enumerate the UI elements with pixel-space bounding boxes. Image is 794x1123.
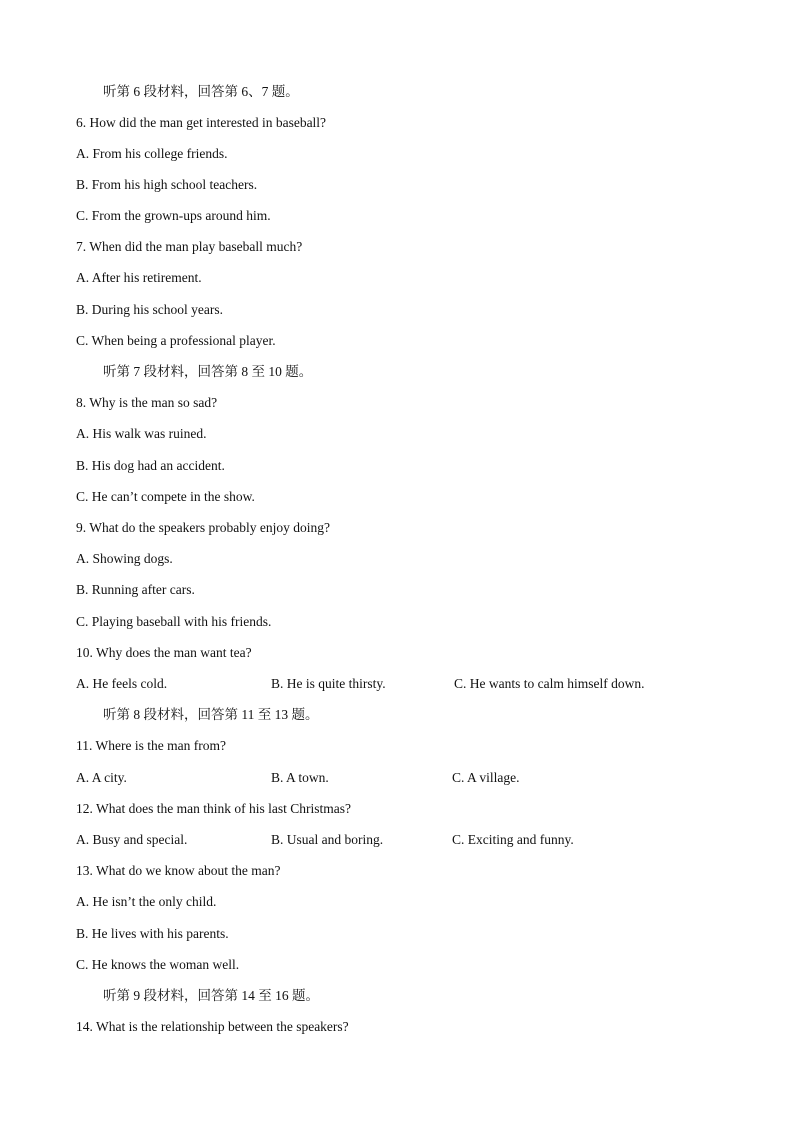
question-8: 8. Why is the man so sad?: [76, 395, 218, 410]
question-10-option-c: C. He wants to calm himself down.: [454, 676, 645, 691]
question-9: 9. What do the speakers probably enjoy doing?: [76, 520, 330, 535]
question-10: 10. Why does the man want tea?: [76, 645, 252, 660]
question-7-option-a: A. After his retirement.: [76, 270, 202, 285]
question-11-option-c: C. A village.: [452, 770, 520, 785]
question-11: 11. Where is the man from?: [76, 738, 226, 753]
question-9-option-b: B. Running after cars.: [76, 582, 195, 597]
question-13-option-c: C. He knows the woman well.: [76, 957, 240, 972]
question-8-option-a: A. His walk was ruined.: [76, 426, 207, 441]
question-11-option-a: A. A city.: [76, 770, 127, 785]
section-heading-6: 听第 6 段材料，回答第 6、7 题。: [103, 84, 299, 99]
question-9-option-c: C. Playing baseball with his friends.: [76, 614, 272, 629]
question-6-option-b: B. From his high school teachers.: [76, 177, 258, 192]
section-heading-9: 听第 9 段材料，回答第 14 至 16 题。: [103, 988, 319, 1003]
section-heading-8: 听第 8 段材料，回答第 11 至 13 题。: [103, 707, 319, 722]
question-12-option-a: A. Busy and special.: [76, 832, 188, 847]
question-6: 6. How did the man get interested in baseball?: [76, 115, 327, 130]
question-12-option-c: C. Exciting and funny.: [452, 832, 574, 847]
question-7: 7. When did the man play baseball much?: [76, 239, 303, 254]
section-heading-7: 听第 7 段材料，回答第 8 至 10 题。: [103, 364, 313, 379]
question-6-option-c: C. From the grown-ups around him.: [76, 208, 271, 223]
question-10-option-b: B. He is quite thirsty.: [271, 676, 386, 691]
question-11-option-b: B. A town.: [271, 770, 329, 785]
question-12: 12. What does the man think of his last Christmas?: [76, 801, 351, 816]
question-13: 13. What do we know about the man?: [76, 863, 281, 878]
question-6-option-a: A. From his college friends.: [76, 146, 228, 161]
question-11-options: [76, 770, 756, 786]
question-10-options: [76, 676, 756, 692]
question-13-option-a: A. He isn’t the only child.: [76, 894, 217, 909]
question-12-option-b: B. Usual and boring.: [271, 832, 384, 847]
question-12-options: [76, 832, 756, 848]
question-10-option-a: A. He feels cold.: [76, 676, 168, 691]
question-7-option-b: B. During his school years.: [76, 302, 223, 317]
question-13-option-b: B. He lives with his parents.: [76, 926, 229, 941]
question-8-option-b: B. His dog had an accident.: [76, 458, 225, 473]
question-9-option-a: A. Showing dogs.: [76, 551, 173, 566]
question-7-option-c: C. When being a professional player.: [76, 333, 276, 348]
question-8-option-c: C. He can’t compete in the show.: [76, 489, 255, 504]
question-14: 14. What is the relationship between the speakers?: [76, 1019, 349, 1034]
